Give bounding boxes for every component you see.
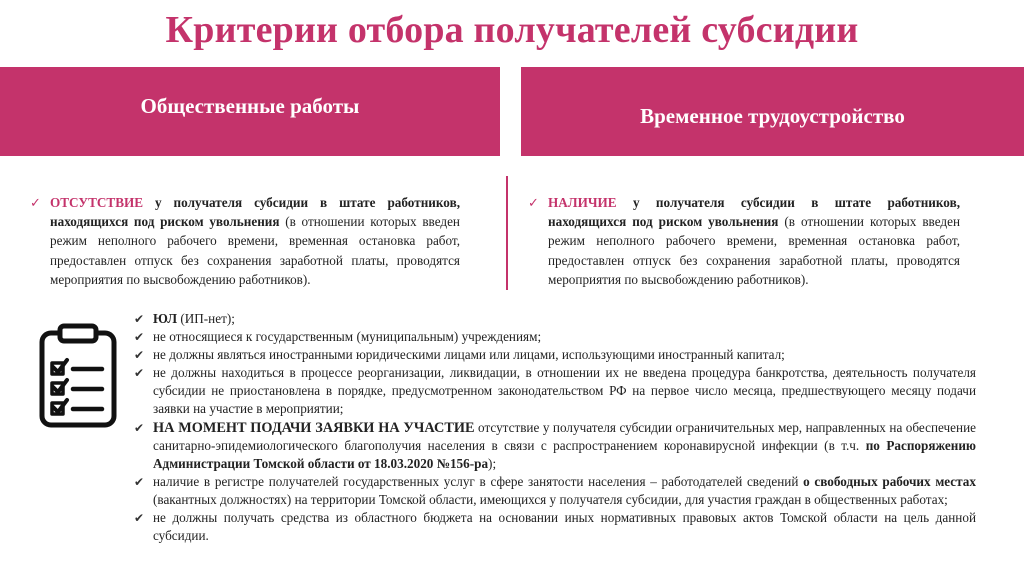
- req-not-foreign: не должны являться иностранными юридическими лицами или лицами, использующими иностранный капитал;: [153, 347, 785, 363]
- list-item: [134, 346, 976, 364]
- req-legal-entity-rest: (ИП-нет);: [177, 311, 235, 326]
- left-criterion-text: [50, 193, 460, 289]
- right-criterion-bold: у получателя субсидии в штате работников, находящихся под риском увольнения: [548, 195, 960, 230]
- tick-icon: ✔: [134, 511, 145, 526]
- list-item: [134, 310, 976, 328]
- requirements-list: [134, 310, 976, 545]
- check-icon: ✓: [528, 195, 539, 210]
- req-register-a: наличие в регистре получателей государственных услуг в сфере занятости населения – работодателей сведений: [153, 473, 804, 489]
- column-divider: [506, 176, 508, 290]
- right-criterion-accent: НАЛИЧИЕ: [548, 195, 617, 210]
- list-item: [134, 419, 976, 473]
- req-not-state: не относящиеся к государственным (муниципальным) учреждениям;: [153, 329, 542, 345]
- req-no-other-funds: не должны получать средства из областного бюджета на основании иных нормативных правовых актов Томской области на цель данной субсидии.: [153, 510, 976, 544]
- req-register-b: (вакантных должностях) на территории Томской области, имеющихся у получателя субсидии, для участия граждан в общественных работах;: [153, 491, 948, 507]
- right-criterion: [528, 193, 960, 289]
- banner-temporary-employment-label: Временное трудоустройство: [640, 104, 905, 128]
- check-icon: ✓: [30, 195, 41, 210]
- banner-temporary-employment: [521, 67, 1024, 156]
- list-item: [134, 473, 976, 509]
- list-item: [134, 509, 976, 545]
- req-application-end: );: [488, 455, 497, 471]
- tick-icon: ✔: [134, 312, 145, 326]
- page-title: Критерии отбора получателей субсидии: [165, 9, 859, 51]
- tick-icon: ✔: [134, 366, 145, 381]
- req-legal-entity-bold: ЮЛ: [153, 311, 178, 326]
- req-register-bold: о свободных рабочих местах: [803, 473, 976, 489]
- left-criterion-rest: (в отношении которых введен режим неполного рабочего времени, временная остановка работ, предоставлен отпуск без сохранения заработной платы, проводятся мероприятия по высвобождению работников).: [50, 214, 460, 287]
- tick-icon: ✔: [134, 420, 145, 435]
- clipboard-checklist-icon: [38, 323, 118, 428]
- tick-icon: ✔: [134, 330, 145, 345]
- tick-icon: ✔: [134, 474, 145, 489]
- req-application-order: по Распоряжению Администрации Томской области от 18.03.2020 №156-ра: [153, 437, 977, 471]
- right-criterion-rest: (в отношении которых введен режим неполного рабочего времени, временная остановка работ, предоставлен отпуск без сохранения заработной платы, проводятся мероприятия по высвобождению работников).: [548, 214, 960, 287]
- req-application-rest: отсутствие у получателя субсидии ограничительных мер, направленных на обеспечение санитарно-эпидемиологического благополучия населения в связи с распространением коронавирусной инфекции (в т.ч.: [153, 419, 977, 453]
- tick-icon: ✔: [134, 348, 145, 363]
- left-criterion-bold: у получателя субсидии в штате работников, находящихся под риском увольнения: [50, 195, 460, 230]
- list-item: [134, 328, 976, 346]
- banner-public-works-label: Общественные работы: [140, 94, 360, 118]
- req-application-bold: НА МОМЕНТ ПОДАЧИ ЗАЯВКИ НА УЧАСТИЕ: [153, 419, 475, 436]
- left-criterion: [30, 193, 460, 289]
- list-item: [134, 364, 976, 418]
- left-criterion-accent: ОТСУТСТВИЕ: [50, 195, 144, 210]
- req-no-reorganization: не должны находиться в процессе реорганизации, ликвидации, в отношении их не введена процедура банкротства, деятельность получателя субсидии не приостановлена в порядке, предусмотренном законодательством РФ на первое число месяца, предшествующего месяцу подачи заявки на участие в мероприятии;: [153, 365, 976, 417]
- right-criterion-text: [548, 193, 960, 289]
- banner-public-works: [0, 67, 500, 156]
